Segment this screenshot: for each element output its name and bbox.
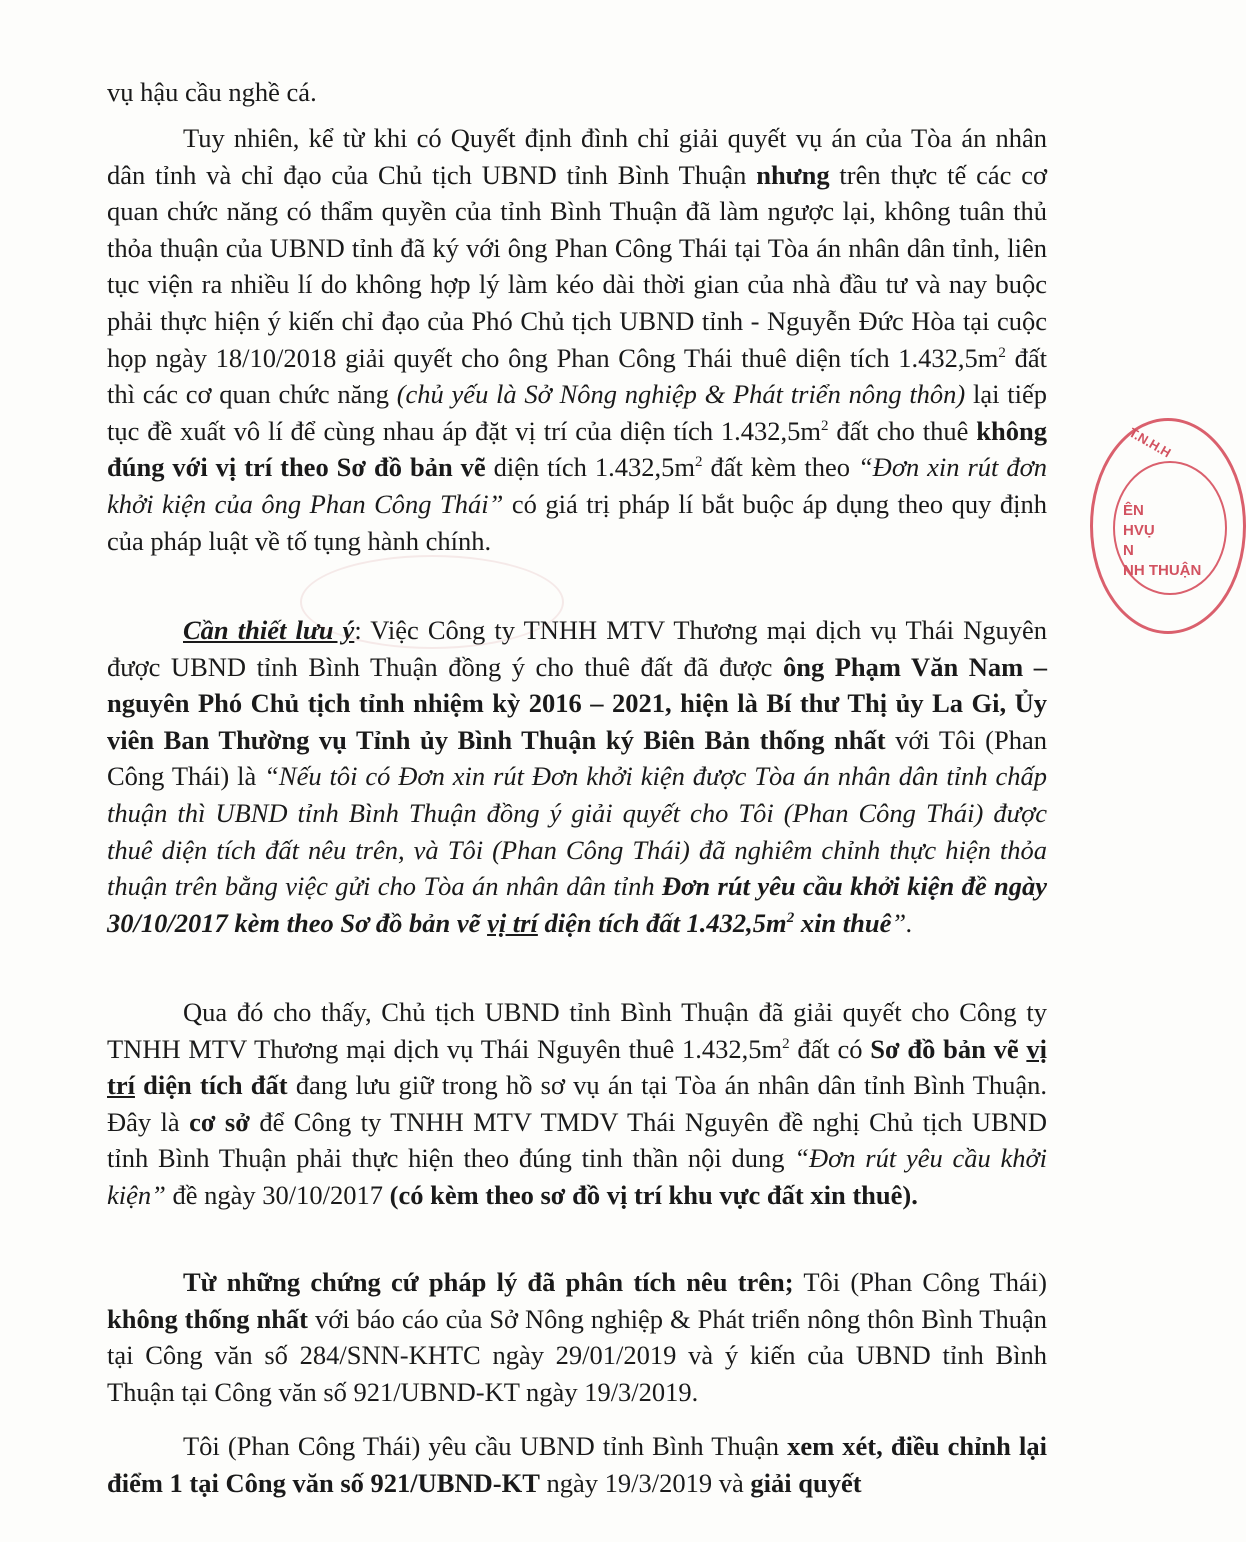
note-label: Cần thiết lưu ý bbox=[183, 615, 355, 645]
bold-run: diện tích đất bbox=[134, 1070, 288, 1101]
paragraph-conclusion bbox=[107, 994, 1047, 1214]
text-run: lại tiếp tục đề xuất vô lí để cùng nhau áp đặt vị trí của diện tích 1.432,5m bbox=[107, 379, 1047, 446]
italic-run: “Đơn rút yêu cầu khởi kiện” bbox=[107, 1143, 1047, 1210]
text-run: Qua đó cho thấy, Chủ tịch UBND tỉnh Bình Thuận đã giải quyết cho Công ty TNHH MTV Thương mại dịch vụ Thái Nguyên thuê 1.432,5m bbox=[107, 997, 1047, 1064]
bold-run: Sơ đồ bản vẽ bbox=[870, 1033, 1027, 1064]
text-run: với báo cáo của Sở Nông nghiệp & Phát triển nông thôn Bình Thuận tại Công văn số 284/SNN-KHTC ngày 29/01/2019 và ý kiến của UBND tỉnh Bình Thuận tại Công văn số 921/UBND-KT ngày 19/3/2019. bbox=[107, 1303, 1047, 1407]
bold-run: Từ những chứng cứ pháp lý đã phân tích nêu trên; bbox=[183, 1267, 794, 1297]
italic-run: “Nếu tôi có Đơn xin rút Đơn khởi kiện được Tòa án nhân dân tỉnh chấp thuận thì UBND tỉnh Bình Thuận đồng ý giải quyết cho Tôi (Phan Công Thái) được thuê diện tích đất nêu trên, và Tôi (Phan Công Thái) đã nghiêm chỉnh thực hiện thỏa thuận trên bằng việc gửi cho Tòa án nhân dân tỉnh bbox=[107, 761, 1047, 902]
bold-underline-run: vị trí bbox=[107, 1033, 1047, 1101]
text-run: đất kèm theo bbox=[702, 452, 858, 483]
faint-stamp-impression bbox=[300, 555, 564, 649]
italic-run: ”. bbox=[891, 907, 913, 938]
text-run: để Công ty TNHH MTV TMDV Thái Nguyên đề nghị Chủ tịch UBND tỉnh Bình Thuận phải thực hiện theo đúng tinh thần nội dung bbox=[107, 1106, 1047, 1174]
text-run: có giá trị pháp lí bắt buộc áp dụng theo quy định của pháp luật về tố tụng hành chính. bbox=[107, 488, 1047, 556]
bold-run: cơ sở bbox=[189, 1106, 250, 1137]
text-run: Tôi (Phan Công Thái) bbox=[793, 1267, 1047, 1297]
bold-italic-run: xin thuê bbox=[794, 907, 892, 938]
text-run: đề ngày 30/10/2017 bbox=[165, 1179, 390, 1210]
bold-run: không thống nhất bbox=[107, 1303, 309, 1334]
italic-run: (chủ yếu là Sở Nông nghiệp & Phát triển nông thôn) bbox=[396, 379, 966, 410]
superscript: 2 bbox=[821, 417, 829, 434]
text-run: đất thì các cơ quan chức năng bbox=[107, 342, 1048, 410]
paragraph-disagreement bbox=[107, 1264, 1047, 1410]
bold-run: giải quyết bbox=[750, 1467, 862, 1498]
italic-run: “Đơn xin rút đơn khởi kiện của ông Phan Công Thái” bbox=[107, 452, 1048, 519]
superscript: 2 bbox=[782, 1035, 790, 1052]
paragraph-note bbox=[107, 612, 1047, 941]
bold-italic-run: diện tích đất 1.432,5m bbox=[537, 907, 787, 938]
paragraph-however bbox=[107, 120, 1047, 559]
text-run: đang lưu giữ trong hồ sơ vụ án tại Tòa án nhân dân tỉnh Bình Thuận. Đây là bbox=[107, 1070, 1047, 1137]
text-run: với Tôi (Phan Công Thái) là bbox=[107, 724, 1047, 792]
bold-run: ông Phạm Văn Nam – nguyên Phó Chủ tịch tỉnh nhiệm kỳ 2016 – 2021, hiện là Bí thư Thị ủy La Gi, Ủy viên Ban Thường vụ Tỉnh ủy Bình Thuận ký Biên Bản thống nhất bbox=[107, 651, 1047, 755]
paragraph-request bbox=[107, 1428, 1047, 1501]
bold-run: xem xét, điều chỉnh lại điểm 1 tại Công văn số 921/UBND-KT bbox=[107, 1431, 1047, 1498]
text-run: Tuy nhiên, kể từ khi có Quyết định đình chỉ giải quyết vụ án của Tòa án nhân dân tỉnh và chỉ đạo của Chủ tịch UBND tỉnh Bình Thuận bbox=[107, 123, 1047, 190]
seal-rim-text: T.N.H.H bbox=[1126, 424, 1174, 461]
text-run: ngày 19/3/2019 và bbox=[539, 1467, 751, 1498]
superscript: 2 bbox=[695, 454, 703, 471]
bold-run: nhưng bbox=[756, 159, 830, 190]
text-run: trên thực tế các cơ quan chức năng có thẩm quyền của tỉnh Bình Thuận đã làm ngược lại, không tuân thủ thỏa thuận của UBND tỉnh đã ký với ông Phan Công Thái tại Tòa án nhân dân tỉnh, liên tục viện ra nhiều lí do không hợp lý làm kéo dài thời gian của nhà đầu tư và nay buộc phải thực hiện ý kiến chỉ đạo của Phó Chủ tịch UBND tỉnh - Nguyễn Đức Hòa tại cuộc họp ngày 18/10/2018 giải quyết cho ông Phan Công Thái thuê diện tích 1.432,5m bbox=[107, 159, 1047, 373]
bold-italic-underline-run: vị trí bbox=[487, 907, 538, 938]
company-seal-stamp bbox=[1090, 418, 1246, 634]
text-run: : Việc Công ty TNHH MTV Thương mại dịch vụ Thái Nguyên được UBND tỉnh Bình Thuận đồng ý cho thuê đất đã được bbox=[107, 615, 1048, 682]
superscript: 2 bbox=[786, 909, 795, 926]
bold-italic-run: Đơn rút yêu cầu khởi kiện đề ngày 30/10/2017 kèm theo Sơ đồ bản vẽ bbox=[107, 871, 1047, 938]
text-run: diện tích 1.432,5m bbox=[485, 452, 695, 483]
text-run: đất có bbox=[789, 1033, 871, 1064]
text-run: đất cho thuê bbox=[828, 415, 977, 446]
bold-run: không đúng với vị trí theo Sơ đồ bản vẽ bbox=[107, 415, 1047, 483]
text-run: Tôi (Phan Công Thái) yêu cầu UBND tỉnh Bình Thuận bbox=[183, 1431, 788, 1461]
superscript: 2 bbox=[998, 344, 1006, 361]
bold-run: (có kèm theo sơ đồ vị trí khu vực đất xin thuê). bbox=[389, 1179, 918, 1210]
text-run: vụ hậu cầu nghề cá. bbox=[107, 77, 317, 107]
seal-center-text: ÊN HVỤ N NH THUẬN bbox=[1123, 502, 1202, 579]
paragraph-intro-tail bbox=[107, 74, 1047, 111]
